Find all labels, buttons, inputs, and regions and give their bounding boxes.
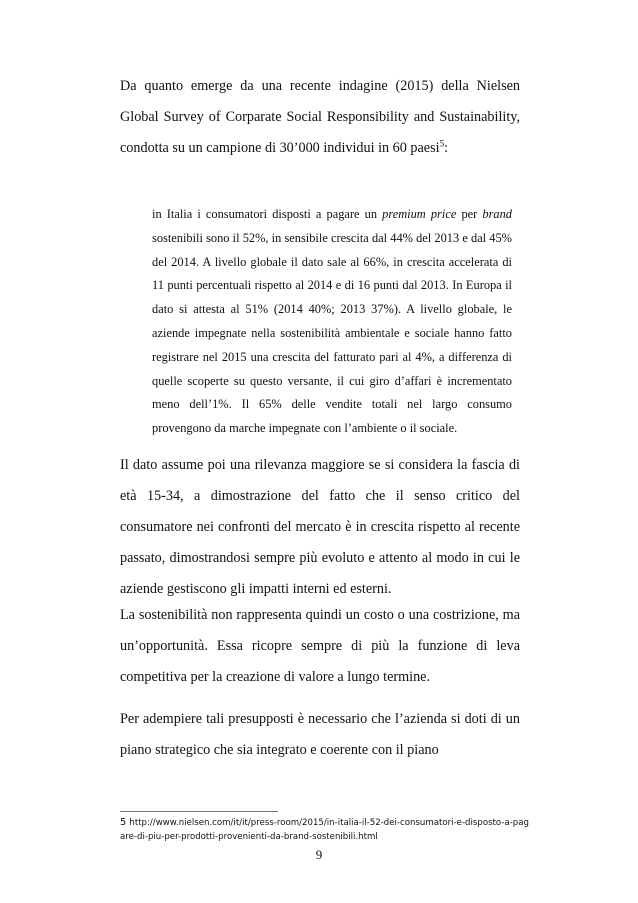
- page-number: 9: [315, 847, 323, 862]
- block-quote: [152, 203, 512, 441]
- footnote-link[interactable]: http://www.nielsen.com/it/it/press-room/2015/in-italia-il-52-dei-consumatori-e-disposto-a-pagare-di-piu-per-prodotti-provenienti-da-brand-sostenibili.html: [120, 818, 529, 842]
- quote-text-3: sostenibili sono il 52%, in sensibile crescita dal 44% del 2013 e dal 45% del 2014. A livello globale il dato sale al 66%, in crescita accelerata di 11 punti percentuali rispetto al 2014 e di 16 punti dal 2013. In Europa il dato si attesta al 51% (2014 40%; 2013 37%). A livello globale, le aziende impegnate nella sostenibilità ambientale e sociale hanno fatto registrare nel 2015 una crescita del fatturato pari al 4%, a differenza di quelle scoperte su questo versante, il cui giro d’affari è incrementato meno dell’1%. Il 65% delle vendite totali nel largo consumo provengono da marche impegnate con l’ambiente o il sociale.: [152, 230, 512, 436]
- paragraph-strategic-plan: Per adempiere tali presupposti è necessario che l’azienda si doti di un piano strategico che sia integrato e coerente con il piano: [120, 711, 520, 758]
- quote-text-1: in Italia i consumatori disposti a pagare un: [152, 207, 383, 221]
- paragraph-age-range: Il dato assume poi una rilevanza maggiore se si considera la fascia di età 15-34, a dimostrazione del fatto che il senso critico del consumatore nei confronti del mercato è in crescita rispetto al recente passato, dimostrandosi sempre più evoluto e attento al modo in cui le aziende gestiscono gli impatti interni ed esterni.: [120, 457, 520, 597]
- paragraph-intro: [120, 71, 520, 164]
- paragraph-sustainability: La sostenibilità non rappresenta quindi un costo o una costrizione, ma un’opportunità. Essa ricopre sempre di più la funzione di leva competitiva per la creazione di valore a lungo termine.: [120, 607, 520, 685]
- quote-text-2: per: [456, 207, 483, 221]
- paragraph-intro-text: Da quanto emerge da una recente indagine (2015) della Nielsen Global Survey of Corparate Social Responsibility and Sustainability, condotta su un campione di 30’000 individui in 60 paesi: [120, 78, 520, 156]
- quote-emphasis-premium-price: premium price: [382, 207, 457, 221]
- footnote: [120, 816, 530, 844]
- paragraph-intro-end: :: [444, 140, 449, 156]
- footnote-reference[interactable]: 5: [439, 138, 445, 149]
- footnote-number: 5: [120, 817, 127, 828]
- quote-emphasis-brand: brand: [482, 207, 512, 221]
- footnote-separator: [120, 811, 278, 812]
